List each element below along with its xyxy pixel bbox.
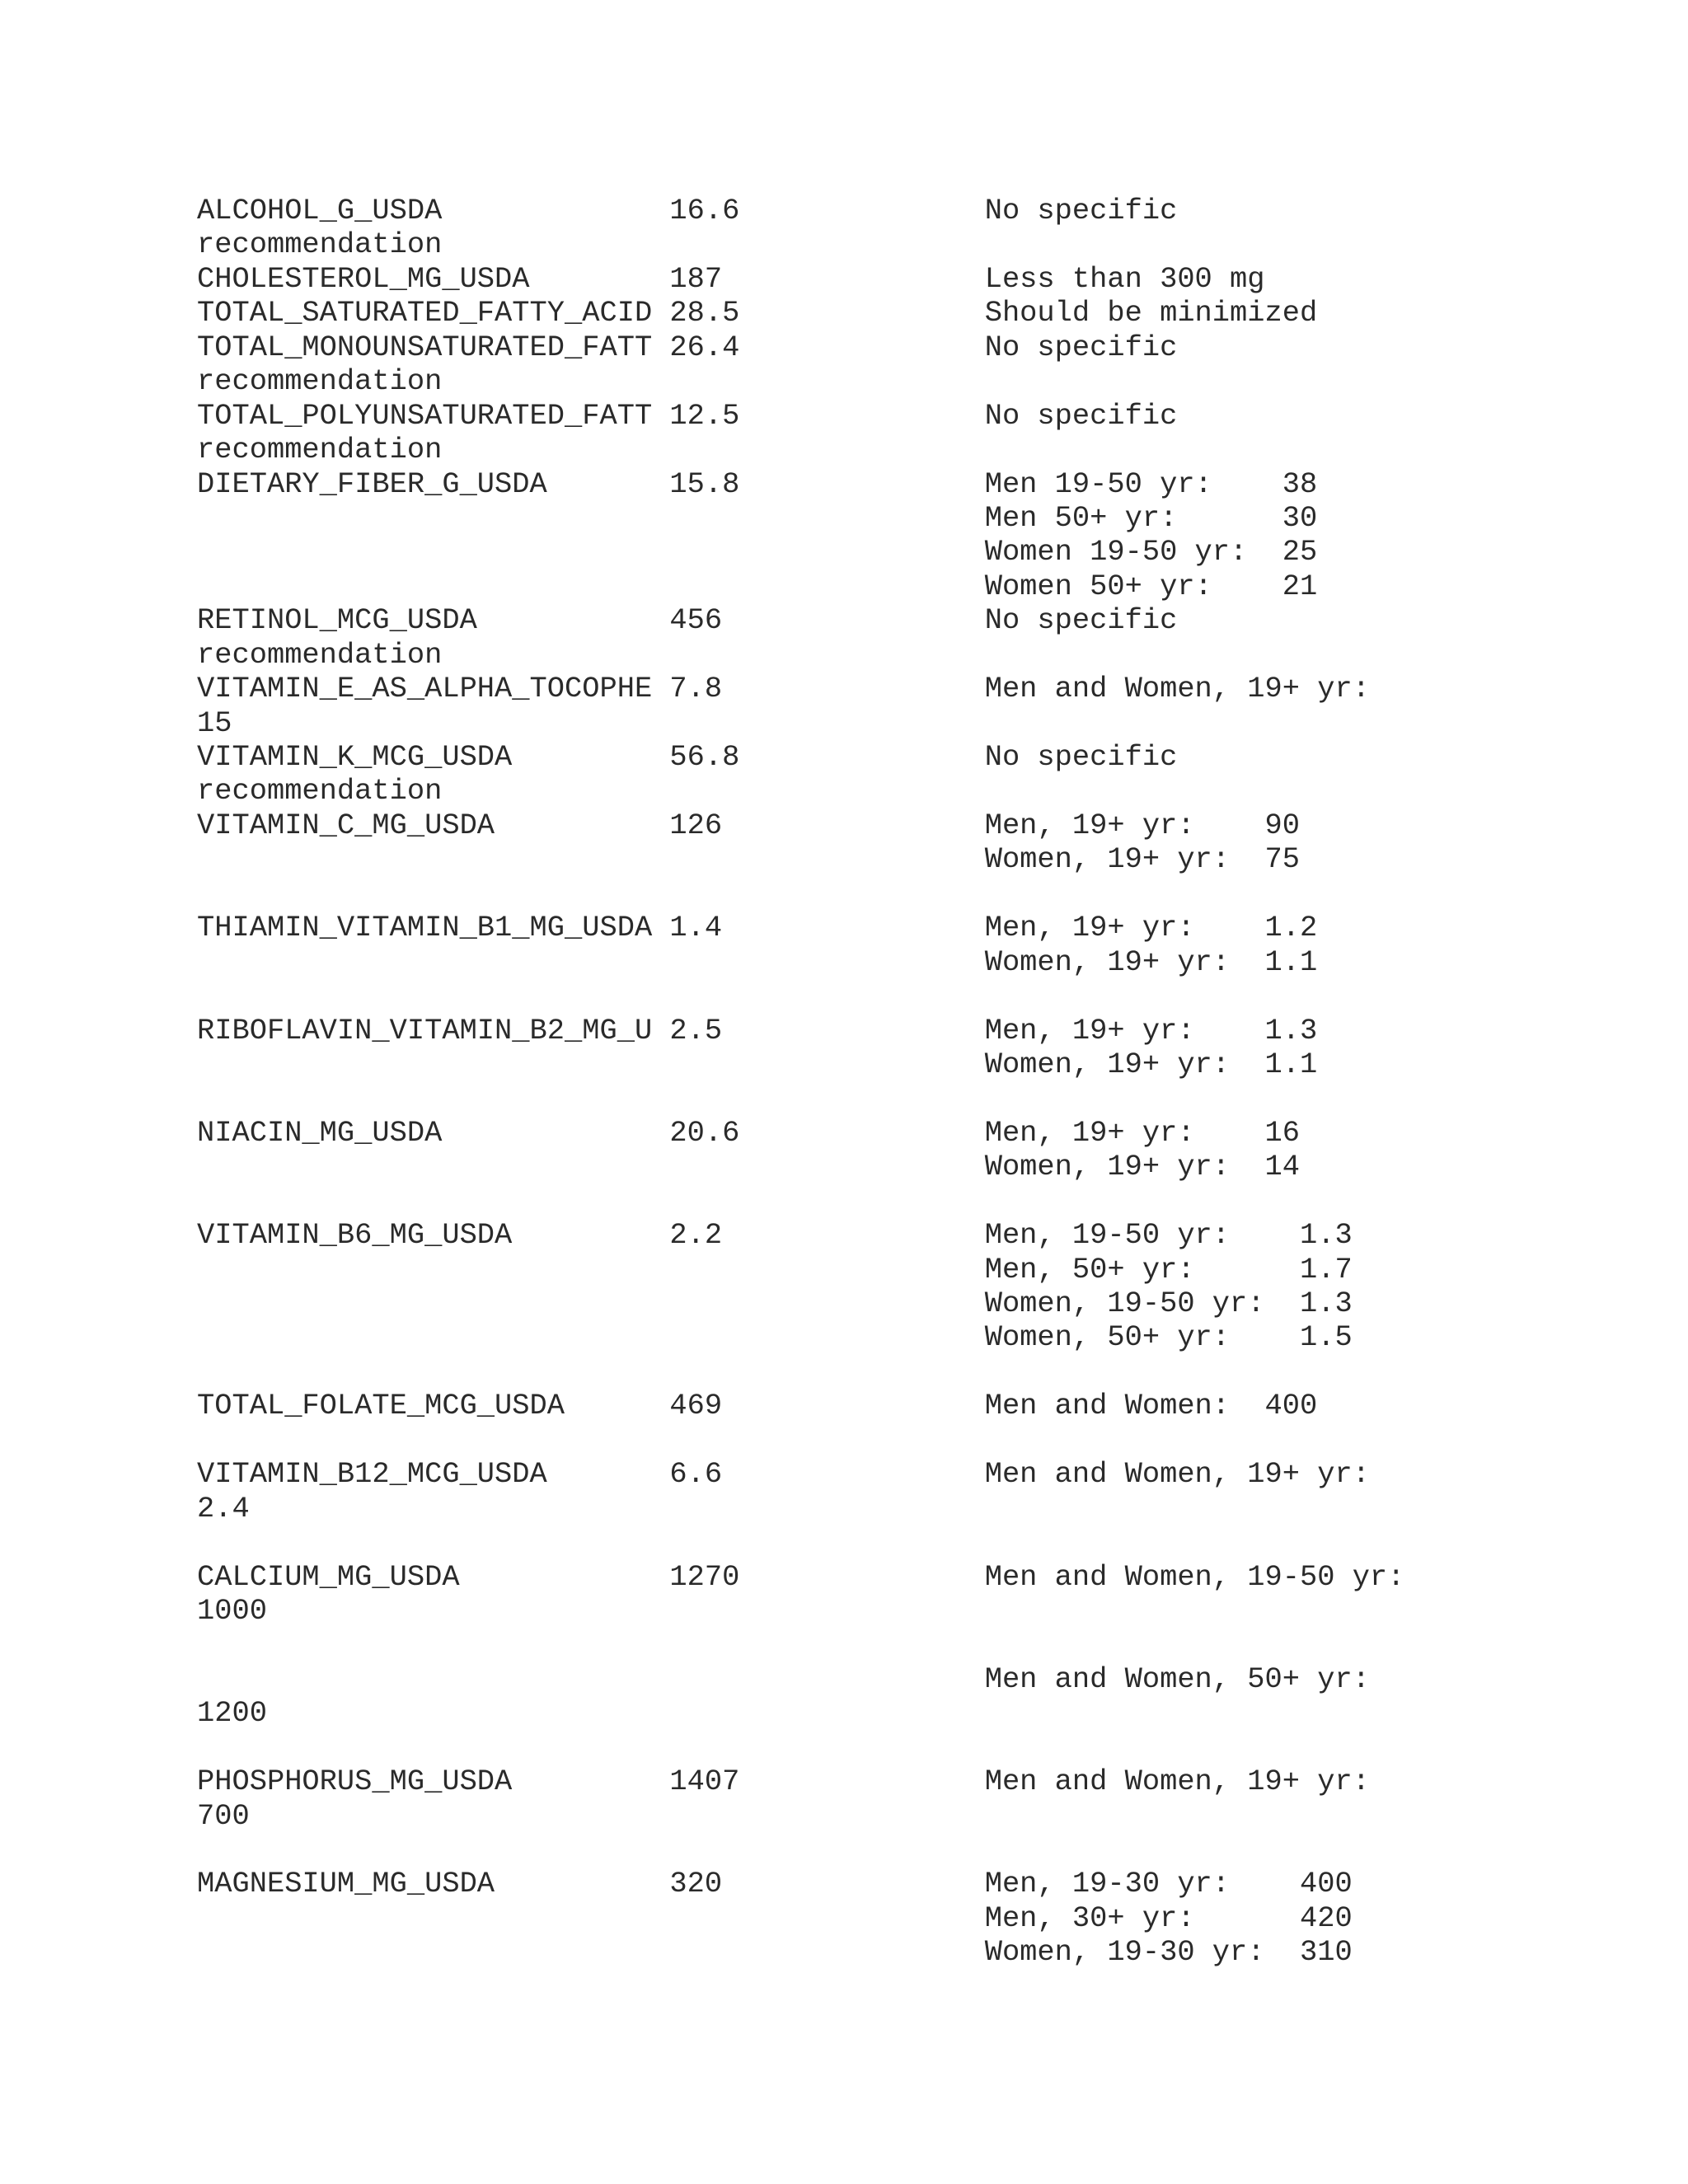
text-line: recommendation [197,365,443,399]
text-line: Women, 19+ yr: 75 [197,843,1300,877]
text-line: Women, 19+ yr: 1.1 [197,945,1318,979]
text-line: 2.4 [197,1492,250,1526]
text-line: 1000 [197,1594,267,1628]
text-line: recommendation [197,775,443,808]
text-line: THIAMIN_VITAMIN_B1_MG_USDA 1.4 Men, 19+ yr: 1.2 [197,912,1318,945]
text-line: MAGNESIUM_MG_USDA 320 Men, 19-30 yr: 400 [197,1868,1353,1901]
text-line: PHOSPHORUS_MG_USDA 1407 Men and Women, 19+ yr: [197,1765,1370,1799]
text-line: Men, 50+ yr: 1.7 [197,1253,1353,1286]
text-line: RETINOL_MCG_USDA 456 No specific [197,604,1178,638]
text-line: Men, 30+ yr: 420 [197,1901,1353,1935]
text-line [197,1629,1648,1662]
text-line: 1200 [197,1697,267,1731]
text-line: VITAMIN_E_AS_ALPHA_TOCOPHE 7.8 Men and Women, 19+ yr: [197,673,1370,706]
text-line: CALCIUM_MG_USDA 1270 Men and Women, 19-50 yr: [197,1560,1405,1594]
text-line: TOTAL_FOLATE_MCG_USDA 469 Men and Women: 400 [197,1390,1318,1423]
text-line [197,980,1648,1014]
text-line [197,1834,1648,1868]
text-line: Men and Women, 50+ yr: [197,1662,1370,1696]
text-line: recommendation [197,434,443,467]
text-line: RIBOFLAVIN_VITAMIN_B2_MG_U 2.5 Men, 19+ yr: 1.3 [197,1014,1318,1047]
text-line [197,1424,1648,1458]
text-line: VITAMIN_B6_MG_USDA 2.2 Men, 19-50 yr: 1.3 [197,1219,1353,1253]
text-line: Women, 19-50 yr: 1.3 [197,1287,1353,1320]
text-line: CHOLESTEROL_MG_USDA 187 Less than 300 mg [197,262,1265,296]
text-line: Women, 19-30 yr: 310 [197,1936,1353,1970]
text-line: Women 50+ yr: 21 [197,569,1318,603]
text-line [197,1356,1648,1390]
text-line [197,878,1648,912]
text-line: TOTAL_POLYUNSATURATED_FATT 12.5 No specific [197,399,1178,433]
text-line: recommendation [197,228,443,262]
text-line: TOTAL_MONOUNSATURATED_FATT 26.4 No specific [197,330,1178,364]
text-line [197,1082,1648,1116]
text-line: ALCOHOL_G_USDA 16.6 No specific [197,194,1178,227]
text-line: Women, 19+ yr: 1.1 [197,1047,1318,1081]
text-line [197,1185,1648,1219]
text-line: Women 19-50 yr: 25 [197,536,1318,569]
text-line: recommendation [197,638,443,672]
text-line: TOTAL_SATURATED_FATTY_ACID 28.5 Should be minimized [197,297,1318,330]
document-body [197,194,1648,1971]
text-line: VITAMIN_B12_MCG_USDA 6.6 Men and Women, 19+ yr: [197,1458,1370,1492]
text-line: Men 50+ yr: 30 [197,501,1318,535]
text-line: 700 [197,1799,250,1833]
text-line: NIACIN_MG_USDA 20.6 Men, 19+ yr: 16 [197,1116,1300,1150]
text-line: Women, 19+ yr: 14 [197,1151,1300,1184]
text-line [197,1526,1648,1560]
text-line: DIETARY_FIBER_G_USDA 15.8 Men 19-50 yr: 38 [197,467,1318,501]
text-line: 15 [197,706,232,740]
text-line: Women, 50+ yr: 1.5 [197,1321,1353,1355]
text-line: VITAMIN_K_MCG_USDA 56.8 No specific [197,741,1178,774]
text-line [197,1732,1648,1765]
text-line: VITAMIN_C_MG_USDA 126 Men, 19+ yr: 90 [197,808,1300,842]
